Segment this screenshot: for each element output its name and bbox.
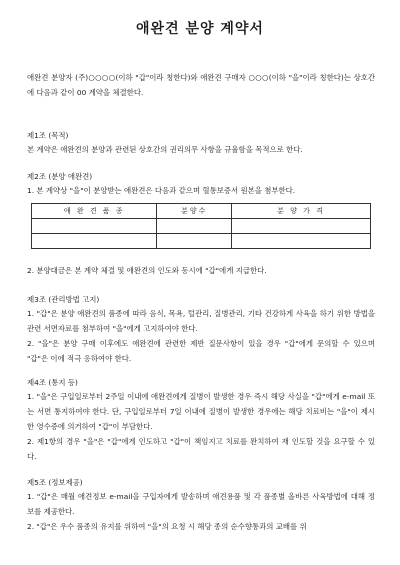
- article4-item1: 1. "을"은 구입일로부터 2주일 이내에 애완견에게 질병이 발생한 경우 즉시 해당 사실을 "갑"에게 e-mail 또는 서면 통지하여야 한다. 단, 구입일로부터 7일 이내에 질병이 발생한 경우에는 해당 치료비는 "을"이 제시한 영수증에 의거하여 "갑"이 부담한다.: [27, 392, 375, 431]
- article2-item1: 1. 본 계약상 "을"이 분양받는 애완견은 다음과 같으며 혈통보증서 원본을 첨부한다.: [27, 186, 296, 195]
- document-title: 애완견 분양 계약서: [136, 21, 264, 37]
- table-cell: [32, 234, 157, 249]
- article4-heading: 제4조 (통지 등): [27, 378, 78, 387]
- goods-table: [31, 203, 371, 249]
- article4-item2: 2. 제1항의 경우 "을"은 "갑"에게 인도하고 "갑"이 책임지고 치료를 완치하여 재 인도할 것을 요구할 수 있다.: [27, 437, 375, 461]
- table-cell: [32, 219, 157, 234]
- table-cell: [157, 234, 232, 249]
- table-header-breed: 애 완 견 품 종: [32, 204, 157, 219]
- table-header-price: 분 양 가 격: [232, 204, 371, 219]
- article3-heading: 제3조 (관리방법 고지): [27, 295, 100, 304]
- article3-item2: 2. "을"은 분양 구매 이후에도 애완견에 관련한 제반 질문사항이 있을 경우 "갑"에게 문의할 수 있으며 "갑"은 이에 적극 응하여야 한다.: [27, 339, 375, 363]
- table-cell: [232, 219, 371, 234]
- table-cell: [232, 234, 371, 249]
- article2-item2: 2. 분양대금은 본 계약 체결 및 애완견의 인도와 동시에 "갑"에게 지급한다.: [27, 266, 267, 275]
- article2-heading: 제2조 (분양 애완견): [27, 172, 93, 181]
- article5-item2: 2. "갑"은 우수 품종의 유지를 위하여 "을"의 요청 시 해당 종의 순수향통과의 교배를 위: [27, 522, 307, 531]
- table-row: [32, 234, 371, 249]
- table-header-count: 분양수: [157, 204, 232, 219]
- article5-heading: 제5조 (정보제공): [27, 478, 83, 487]
- article5-item1: 1. "갑"은 매월 애견정보 e-mail을 구입자에게 발송하며 애견용품 및 각 품종별 올바른 사육방법에 대해 정보를 제공한다.: [27, 492, 375, 516]
- article3-item1: 1. "갑"은 분양 애완견의 품종에 따라 음식, 목욕, 털관리, 질병관리, 기타 건강하게 사육을 하기 위한 방법을 관련 서면자료를 첨부하여 "을"에게 고지하여야 한다.: [27, 309, 375, 333]
- intro-paragraph: 애완견 분양자 (주)○○○○(이하 "갑"이라 칭한다)와 애완견 구매자 ○○○(이하 "을"이라 칭한다)는 상호간에 다음과 같이 00 계약을 체결한다.: [27, 73, 375, 97]
- table-header-row: [32, 204, 371, 219]
- table-row: [32, 219, 371, 234]
- article1-heading: 제1조 (목적): [27, 131, 69, 140]
- table-cell: [157, 219, 232, 234]
- article1-body: 본 계약은 애완견의 분양과 관련된 상호간의 권리의무 사항을 규율함을 목적으로 한다.: [27, 145, 303, 154]
